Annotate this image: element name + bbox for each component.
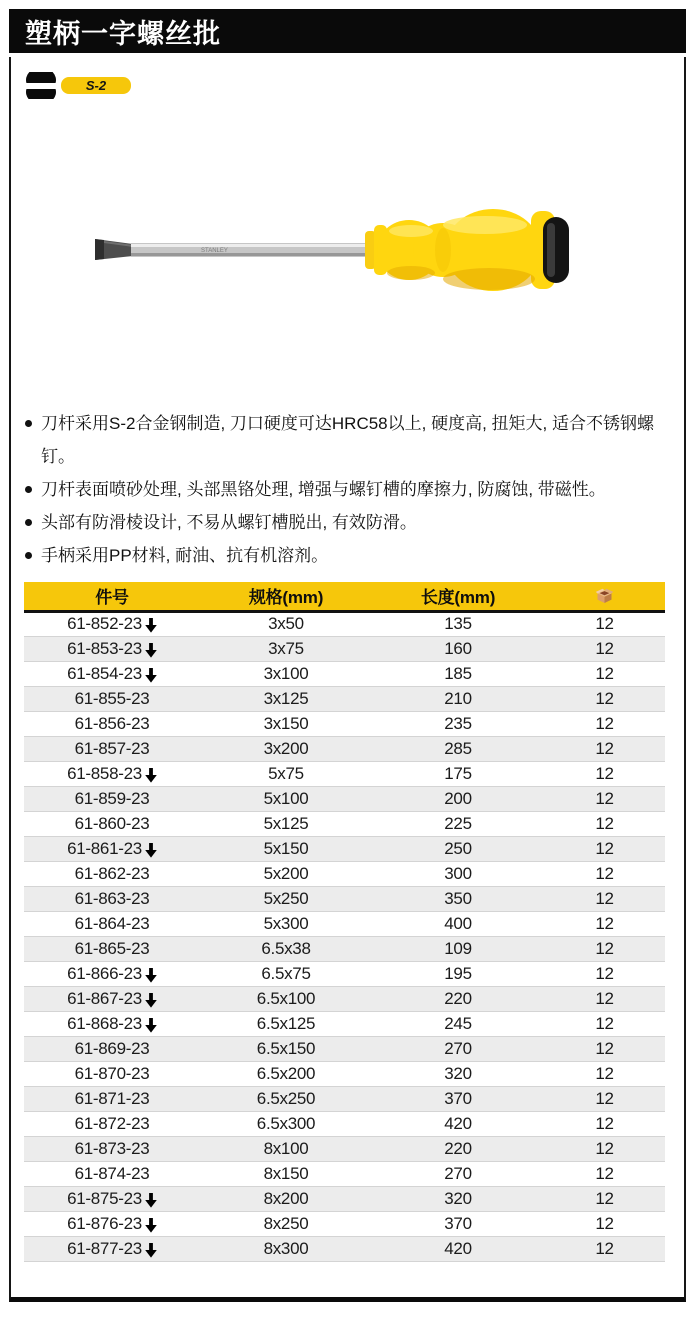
page-title-bar [9, 9, 686, 53]
qty-cell: 12 [544, 1011, 665, 1036]
feature-item [24, 539, 666, 572]
feature-text: 刀杆采用S-2合金钢制造, 刀口硬度可达HRC58以上, 硬度高, 扭矩大, 适合不锈钢螺钉。 [41, 414, 654, 466]
table-row [24, 636, 665, 661]
qty-cell: 12 [544, 1136, 665, 1161]
box-icon [595, 588, 614, 604]
part-cell [24, 961, 200, 986]
length-cell: 225 [372, 811, 544, 836]
table-row [24, 761, 665, 786]
table-row [24, 1011, 665, 1036]
part-cell [24, 986, 200, 1011]
qty-cell: 12 [544, 711, 665, 736]
part-cell [24, 886, 200, 911]
steel-grade-label: S-2 [85, 77, 107, 93]
part-number: 61-869-23 [74, 1038, 150, 1058]
table-row [24, 986, 665, 1011]
table-row [24, 1036, 665, 1061]
length-cell: 220 [372, 1136, 544, 1161]
length-cell: 220 [372, 986, 544, 1011]
table-row [24, 1086, 665, 1111]
down-arrow-icon [145, 1018, 157, 1033]
part-number: 61-855-23 [74, 688, 150, 708]
qty-cell: 12 [544, 736, 665, 761]
length-cell: 210 [372, 686, 544, 711]
column-header-spec: 规格(mm) [200, 582, 372, 611]
qty-cell: 12 [544, 1036, 665, 1061]
qty-cell: 12 [544, 761, 665, 786]
part-cell [24, 761, 200, 786]
part-number: 61-871-23 [74, 1088, 150, 1108]
spec-cell: 8x100 [200, 1136, 372, 1161]
table-row [24, 736, 665, 761]
table-row [24, 1236, 665, 1261]
part-cell [24, 911, 200, 936]
part-cell [24, 1186, 200, 1211]
part-number: 61-853-23 [67, 638, 142, 658]
down-arrow-icon [145, 668, 157, 683]
feature-item [24, 473, 666, 506]
part-cell [24, 736, 200, 761]
length-cell: 250 [372, 836, 544, 861]
column-header-length: 长度(mm) [372, 582, 544, 611]
table-row [24, 886, 665, 911]
qty-cell: 12 [544, 836, 665, 861]
spec-cell: 6.5x38 [200, 936, 372, 961]
length-cell: 285 [372, 736, 544, 761]
table-row [24, 611, 665, 636]
down-arrow-icon [145, 618, 157, 633]
feature-list [24, 407, 666, 572]
length-cell: 195 [372, 961, 544, 986]
column-header-part: 件号 [24, 582, 200, 611]
qty-cell: 12 [544, 986, 665, 1011]
spec-cell: 3x150 [200, 711, 372, 736]
part-number: 61-872-23 [74, 1113, 150, 1133]
qty-cell: 12 [544, 961, 665, 986]
down-arrow-icon [145, 993, 157, 1008]
qty-cell: 12 [544, 1061, 665, 1086]
part-number: 61-873-23 [74, 1138, 150, 1158]
bullet-icon [25, 486, 32, 493]
spec-cell: 6.5x250 [200, 1086, 372, 1111]
length-cell: 185 [372, 661, 544, 686]
spec-cell: 5x75 [200, 761, 372, 786]
down-arrow-icon [145, 643, 157, 658]
length-cell: 200 [372, 786, 544, 811]
spec-cell: 8x150 [200, 1161, 372, 1186]
down-arrow-icon [145, 968, 157, 983]
part-number: 61-866-23 [67, 963, 142, 983]
spec-cell: 6.5x125 [200, 1011, 372, 1036]
part-cell [24, 711, 200, 736]
part-cell [24, 1061, 200, 1086]
down-arrow-icon [145, 1243, 157, 1258]
qty-cell: 12 [544, 786, 665, 811]
qty-cell: 12 [544, 936, 665, 961]
length-cell: 235 [372, 711, 544, 736]
bullet-icon [25, 420, 32, 427]
part-number: 61-863-23 [74, 888, 150, 908]
part-number: 61-874-23 [74, 1163, 150, 1183]
part-number: 61-857-23 [74, 738, 150, 758]
qty-cell: 12 [544, 686, 665, 711]
part-cell [24, 1086, 200, 1111]
qty-cell: 12 [544, 1086, 665, 1111]
part-cell [24, 861, 200, 886]
part-cell [24, 1236, 200, 1261]
part-number: 61-870-23 [74, 1063, 150, 1083]
bullet-icon [25, 519, 32, 526]
table-row [24, 1136, 665, 1161]
qty-cell: 12 [544, 1236, 665, 1261]
spec-cell: 6.5x300 [200, 1111, 372, 1136]
qty-cell: 12 [544, 611, 665, 636]
qty-cell: 12 [544, 636, 665, 661]
length-cell: 109 [372, 936, 544, 961]
part-cell [24, 1211, 200, 1236]
shaft-marking: STANLEY [201, 248, 228, 254]
spec-cell: 6.5x150 [200, 1036, 372, 1061]
part-cell [24, 611, 200, 636]
table-row [24, 811, 665, 836]
spec-cell: 5x150 [200, 836, 372, 861]
qty-cell: 12 [544, 911, 665, 936]
product-image [93, 193, 684, 311]
down-arrow-icon [145, 768, 157, 783]
qty-cell: 12 [544, 1161, 665, 1186]
spec-cell: 3x200 [200, 736, 372, 761]
table-header-row [24, 582, 665, 611]
spec-cell: 6.5x75 [200, 961, 372, 986]
table-row [24, 961, 665, 986]
part-cell [24, 1036, 200, 1061]
length-cell: 320 [372, 1186, 544, 1211]
spec-cell: 8x300 [200, 1236, 372, 1261]
part-number: 61-877-23 [67, 1238, 142, 1258]
spec-cell: 5x200 [200, 861, 372, 886]
length-cell: 270 [372, 1036, 544, 1061]
length-cell: 420 [372, 1111, 544, 1136]
length-cell: 350 [372, 886, 544, 911]
bullet-icon [25, 552, 32, 559]
table-row [24, 686, 665, 711]
part-number: 61-876-23 [67, 1213, 142, 1233]
slotted-tip-icon [25, 72, 57, 99]
part-cell [24, 1111, 200, 1136]
part-number: 61-860-23 [74, 813, 150, 833]
part-cell [24, 661, 200, 686]
part-cell [24, 1161, 200, 1186]
length-cell: 160 [372, 636, 544, 661]
length-cell: 135 [372, 611, 544, 636]
table-row [24, 911, 665, 936]
parts-table [24, 582, 665, 1262]
spec-cell: 6.5x200 [200, 1061, 372, 1086]
part-number: 61-875-23 [67, 1188, 142, 1208]
qty-cell: 12 [544, 886, 665, 911]
length-cell: 320 [372, 1061, 544, 1086]
qty-cell: 12 [544, 1211, 665, 1236]
qty-cell: 12 [544, 661, 665, 686]
column-header-qty [544, 582, 665, 611]
page-title: 塑柄一字螺丝批 [25, 18, 221, 49]
parts-table-body [24, 611, 665, 1261]
part-number: 61-867-23 [67, 988, 142, 1008]
part-number: 61-865-23 [74, 938, 150, 958]
spec-cell: 6.5x100 [200, 986, 372, 1011]
part-number: 61-861-23 [67, 838, 142, 858]
part-number: 61-858-23 [67, 763, 142, 783]
spec-cell: 3x50 [200, 611, 372, 636]
feature-item [24, 407, 666, 473]
part-cell [24, 811, 200, 836]
table-row [24, 786, 665, 811]
qty-cell: 12 [544, 1186, 665, 1211]
spec-cell: 3x75 [200, 636, 372, 661]
feature-text: 刀杆表面喷砂处理, 头部黑铬处理, 增强与螺钉槽的摩擦力, 防腐蚀, 带磁性。 [41, 480, 606, 499]
table-row [24, 1111, 665, 1136]
part-cell [24, 636, 200, 661]
spec-cell: 5x300 [200, 911, 372, 936]
table-row [24, 936, 665, 961]
screwdriver-illustration [93, 193, 571, 311]
length-cell: 175 [372, 761, 544, 786]
qty-cell: 12 [544, 1111, 665, 1136]
part-cell [24, 786, 200, 811]
part-cell [24, 1136, 200, 1161]
table-row [24, 861, 665, 886]
table-row [24, 1061, 665, 1086]
part-number: 61-862-23 [74, 863, 150, 883]
length-cell: 300 [372, 861, 544, 886]
table-row [24, 836, 665, 861]
part-cell [24, 686, 200, 711]
spec-cell: 3x100 [200, 661, 372, 686]
part-number: 61-852-23 [67, 614, 142, 633]
spec-cell: 5x100 [200, 786, 372, 811]
length-cell: 370 [372, 1211, 544, 1236]
table-row [24, 661, 665, 686]
down-arrow-icon [145, 1193, 157, 1208]
qty-cell: 12 [544, 861, 665, 886]
down-arrow-icon [145, 1218, 157, 1233]
part-number: 61-868-23 [67, 1013, 142, 1033]
spec-cell: 5x250 [200, 886, 372, 911]
spec-cell: 3x125 [200, 686, 372, 711]
part-number: 61-856-23 [74, 713, 150, 733]
spec-cell: 8x200 [200, 1186, 372, 1211]
down-arrow-icon [145, 843, 157, 858]
feature-text: 手柄采用PP材料, 耐油、抗有机溶剂。 [41, 546, 329, 565]
table-row [24, 1161, 665, 1186]
content-frame [9, 57, 686, 1302]
table-row [24, 711, 665, 736]
length-cell: 420 [372, 1236, 544, 1261]
spec-cell: 5x125 [200, 811, 372, 836]
length-cell: 370 [372, 1086, 544, 1111]
spec-cell: 8x250 [200, 1211, 372, 1236]
part-cell [24, 836, 200, 861]
feature-item [24, 506, 666, 539]
part-number: 61-854-23 [67, 663, 142, 683]
table-row [24, 1211, 665, 1236]
part-number: 61-859-23 [74, 788, 150, 808]
badge-row [25, 72, 684, 98]
feature-text: 头部有防滑棱设计, 不易从螺钉槽脱出, 有效防滑。 [41, 513, 417, 532]
table-row [24, 1186, 665, 1211]
part-cell [24, 936, 200, 961]
part-cell [24, 1011, 200, 1036]
length-cell: 400 [372, 911, 544, 936]
length-cell: 245 [372, 1011, 544, 1036]
steel-grade-badge [61, 77, 131, 94]
length-cell: 270 [372, 1161, 544, 1186]
part-number: 61-864-23 [74, 913, 150, 933]
qty-cell: 12 [544, 811, 665, 836]
